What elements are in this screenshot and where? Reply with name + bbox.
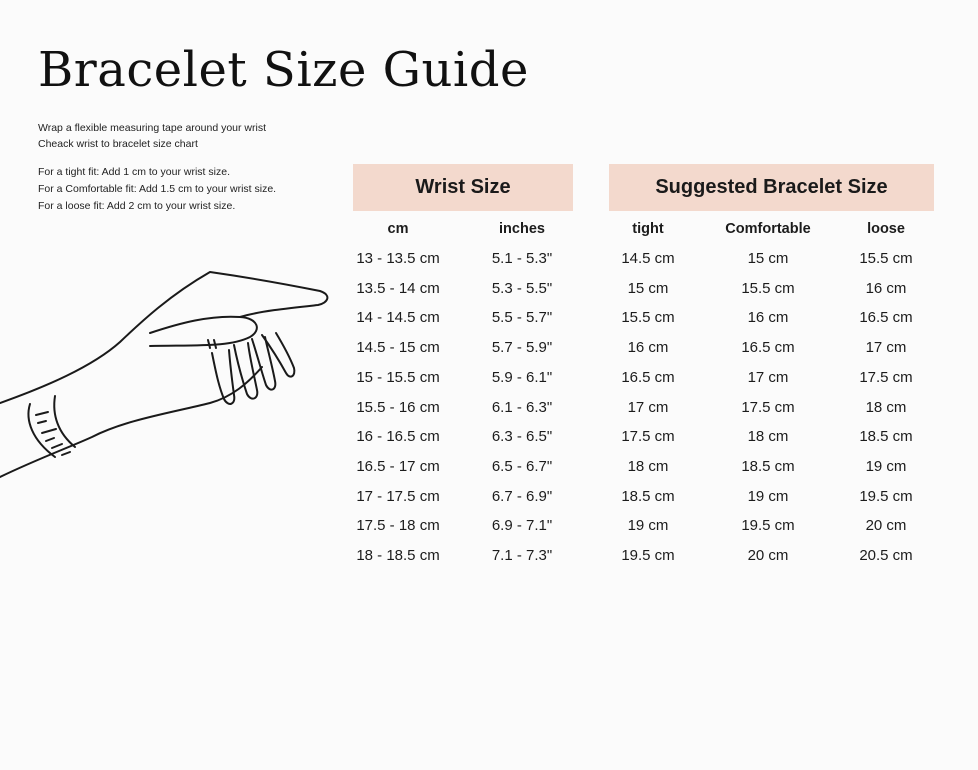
cell-loose: 16 cm	[865, 279, 907, 297]
cell-comfortable: 16.5 cm	[741, 339, 795, 357]
cell-wrist-inches: 6.7 - 6.9"	[491, 487, 553, 505]
cell-loose: 16.5 cm	[859, 309, 913, 327]
cell-wrist-cm: 16 - 16.5 cm	[356, 428, 440, 446]
cell-wrist-inches: 6.3 - 6.5"	[491, 428, 553, 446]
cell-loose: 17 cm	[865, 339, 907, 357]
cell-comfortable: 15.5 cm	[741, 279, 795, 297]
cell-loose: 19.5 cm	[859, 487, 913, 505]
fit-note-tight: For a tight fit: Add 1 cm to your wrist size.	[38, 166, 230, 178]
cell-loose: 18 cm	[865, 398, 907, 416]
cell-wrist-cm: 17 - 17.5 cm	[356, 487, 440, 505]
cell-tight: 18.5 cm	[621, 487, 675, 505]
column-header-loose: loose	[867, 221, 905, 237]
cell-loose: 19 cm	[865, 457, 907, 475]
cell-loose: 18.5 cm	[859, 428, 913, 446]
column-header-comfortable: Comfortable	[725, 221, 811, 237]
cell-comfortable: 17 cm	[747, 368, 789, 386]
cell-wrist-cm: 18 - 18.5 cm	[356, 547, 440, 564]
cell-wrist-inches: 6.9 - 7.1"	[491, 517, 553, 535]
cell-comfortable: 18.5 cm	[741, 457, 795, 475]
cell-tight: 19 cm	[627, 517, 669, 535]
cell-wrist-cm: 14.5 - 15 cm	[356, 339, 440, 357]
cell-wrist-inches: 5.5 - 5.7"	[491, 309, 553, 327]
fit-note-comfortable: For a Comfortable fit: Add 1.5 cm to your wrist size.	[38, 183, 277, 195]
cell-loose: 15.5 cm	[859, 250, 913, 267]
cell-wrist-cm: 13.5 - 14 cm	[356, 279, 440, 297]
cell-tight: 19.5 cm	[621, 547, 675, 564]
cell-wrist-inches: 5.9 - 6.1"	[491, 368, 553, 386]
instruction-line: Wrap a flexible measuring tape around your wrist	[38, 122, 267, 134]
cell-loose: 20 cm	[865, 517, 907, 535]
cell-comfortable: 20 cm	[747, 547, 789, 564]
column-header-inches: inches	[499, 221, 545, 237]
cell-comfortable: 16 cm	[747, 309, 789, 327]
cell-wrist-cm: 15 - 15.5 cm	[356, 368, 440, 386]
cell-wrist-inches: 5.1 - 5.3"	[491, 250, 553, 267]
column-header-cm: cm	[387, 221, 409, 237]
wrist-size-header: Wrist Size	[353, 164, 573, 211]
cell-tight: 14.5 cm	[621, 250, 675, 267]
instructions	[38, 120, 266, 152]
cell-tight: 16.5 cm	[621, 368, 675, 386]
instruction-line: Cheack wrist to bracelet size chart	[38, 138, 198, 150]
cell-wrist-cm: 15.5 - 16 cm	[356, 398, 440, 416]
cell-tight: 17 cm	[627, 398, 669, 416]
cell-tight: 15 cm	[627, 279, 669, 297]
cell-wrist-inches: 5.7 - 5.9"	[491, 339, 553, 357]
cell-wrist-cm: 13 - 13.5 cm	[356, 250, 440, 267]
cell-comfortable: 18 cm	[747, 428, 789, 446]
cell-loose: 17.5 cm	[859, 368, 913, 386]
cell-wrist-cm: 17.5 - 18 cm	[356, 517, 440, 535]
cell-comfortable: 15 cm	[747, 250, 789, 267]
cell-wrist-inches: 7.1 - 7.3"	[491, 547, 553, 564]
cell-tight: 17.5 cm	[621, 428, 675, 446]
cell-wrist-inches: 6.5 - 6.7"	[491, 457, 553, 475]
cell-comfortable: 17.5 cm	[741, 398, 795, 416]
cell-comfortable: 19 cm	[747, 487, 789, 505]
cell-comfortable: 19.5 cm	[741, 517, 795, 535]
cell-tight: 15.5 cm	[621, 309, 675, 327]
cell-tight: 16 cm	[627, 339, 669, 357]
cell-loose: 20.5 cm	[859, 547, 913, 564]
fit-notes	[38, 164, 276, 215]
hand-with-measuring-tape-icon	[0, 255, 340, 485]
suggested-size-header: Suggested Bracelet Size	[609, 164, 934, 211]
cell-wrist-cm: 16.5 - 17 cm	[356, 457, 440, 475]
page-title: Bracelet Size Guide	[38, 42, 529, 98]
cell-wrist-cm: 14 - 14.5 cm	[356, 309, 440, 327]
cell-wrist-inches: 5.3 - 5.5"	[491, 279, 553, 297]
cell-tight: 18 cm	[627, 457, 669, 475]
column-header-tight: tight	[632, 221, 664, 237]
fit-note-loose: For a loose fit: Add 2 cm to your wrist size.	[38, 200, 236, 212]
cell-wrist-inches: 6.1 - 6.3"	[491, 398, 553, 416]
